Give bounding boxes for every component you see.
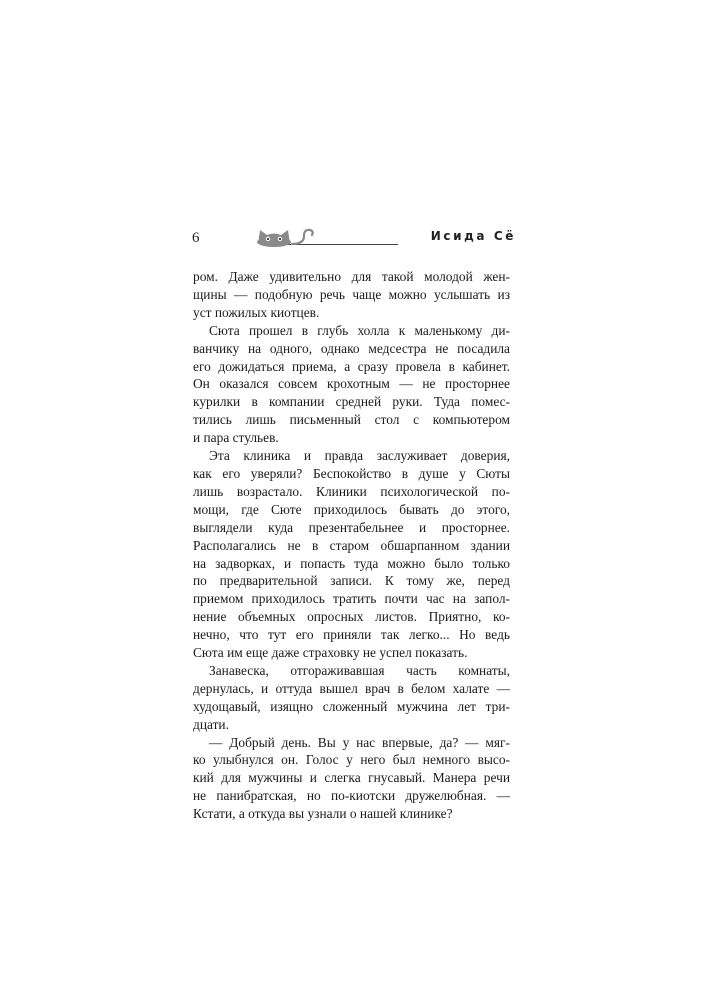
text-line: мощи, где Сюте приходилось бывать до этого, — [193, 501, 510, 517]
text-line: по предварительной записи. К тому же, перед — [193, 573, 510, 589]
text-line: как его уверяли? Беспокойство в душе у Сюты — [193, 465, 510, 481]
text-line: лишь возрастало. Клиники психологической по- — [193, 483, 510, 499]
page-header — [192, 222, 516, 252]
text-line: Сюта им еще даже страховку не успел показать. — [193, 645, 468, 661]
text-line: Кстати, а откуда вы узнали о нашей клинике? — [193, 806, 453, 822]
running-title: Исида Сё — [430, 229, 516, 243]
paragraph — [193, 322, 510, 447]
text-line: приемом приходилось тратить почти час на запол- — [193, 591, 510, 607]
text-line: кий для мужчины и слегка гнусавый. Манера речи — [193, 770, 510, 786]
paragraph — [193, 734, 510, 824]
text-line: курилки в компании средней руки. Туда помес- — [193, 394, 510, 410]
page-number: 6 — [192, 230, 200, 246]
text-line: выглядели куда презентабельнее и просторнее. — [193, 519, 510, 535]
paragraph — [193, 447, 510, 662]
text-line: и пара стульев. — [193, 430, 279, 446]
text-line: щины — подобную речь чаще можно услышать из — [193, 286, 510, 302]
text-line: Он оказался совсем крохотным — не просторнее — [193, 376, 510, 392]
text-body — [193, 268, 510, 823]
paragraph — [193, 268, 510, 322]
text-line: ко улыбнулся он. Голос у него был немного высо- — [193, 752, 510, 768]
text-line: Занавеска, отгораживавшая часть комнаты, — [209, 662, 510, 678]
cat-icon — [252, 222, 322, 250]
text-line: ром. Даже удивительно для такой молодой жен- — [193, 269, 510, 284]
text-line: тились лишь письменный стол с компьютером — [193, 412, 510, 428]
text-line: нение объемных опросных листов. Приятно, ко- — [193, 609, 510, 625]
text-line: уст пожилых киотцев. — [193, 304, 320, 320]
text-line: — Добрый день. Вы у нас впервые, да? — мяг- — [209, 734, 510, 750]
text-line: дернулась, и оттуда вышел врач в белом халате — — [193, 680, 510, 696]
text-line: его дожидаться приема, а сразу провела в кабинет. — [193, 358, 510, 374]
text-line: Располагались не в старом обшарпанном здании — [193, 537, 510, 553]
paragraph — [193, 662, 510, 734]
text-line: ванчику на одного, однако медсестра не посадила — [193, 340, 510, 356]
text-line: худощавый, изящно сложенный мужчина лет три- — [193, 698, 510, 714]
text-line: Сюта прошел в глубь холла к маленькому ди- — [209, 322, 510, 338]
text-line: не панибратская, но по-киотски дружелюбная. — — [193, 788, 510, 804]
text-line: на задворках, и попасть туда можно было только — [193, 555, 510, 571]
text-line: дцати. — [193, 716, 229, 732]
text-line: Эта клиника и правда заслуживает доверия, — [209, 448, 510, 464]
text-line: нечно, что тут его приняли так легко... Но ведь — [193, 627, 510, 643]
